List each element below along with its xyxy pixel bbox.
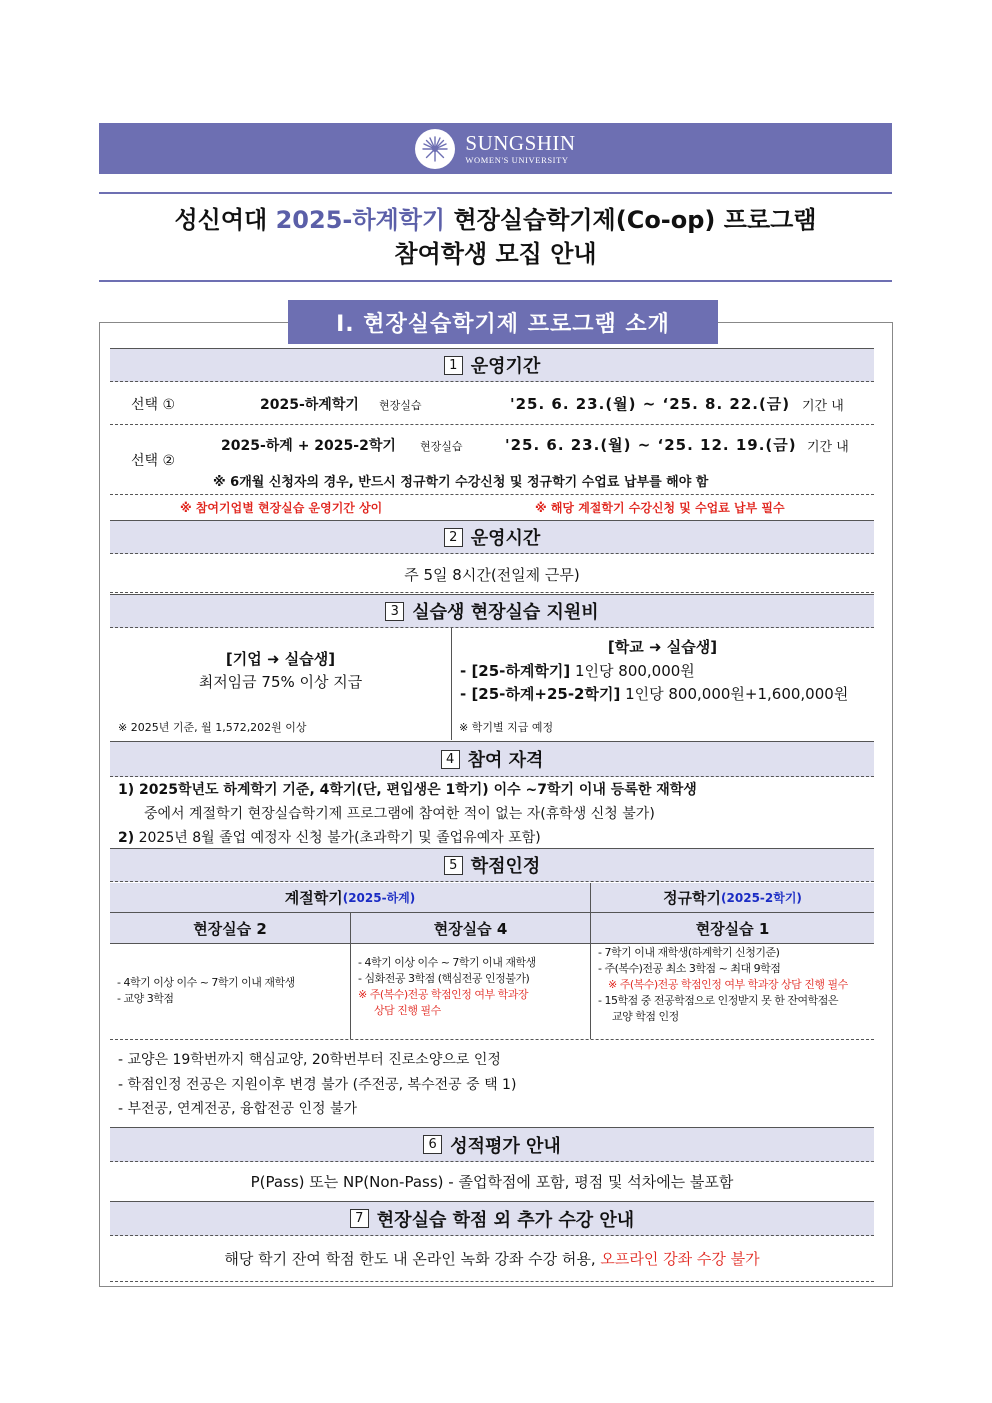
school-support-heading: [학교 ➜ 실습생] [607, 638, 718, 656]
credit-column-1-details [117, 975, 295, 1007]
regular-term: (2025-2학기) [721, 891, 802, 905]
credit-notes [118, 1048, 516, 1122]
policy-restriction: 오프라인 강좌 수강 불가 [600, 1250, 760, 1268]
option-2-suffix: 기간 내 [807, 440, 849, 455]
divider [110, 494, 874, 495]
university-logo-text [465, 130, 576, 165]
detail-warning-line: ※ 주(복수)전공 학점인정 여부 학과장 [358, 988, 529, 1001]
credit-column-3: 현장실습 1 [591, 913, 874, 943]
divider [110, 1281, 874, 1282]
school-support-value-2: 1인당 800,000원+1,600,000원 [620, 685, 849, 703]
section-title: 참여 자격 [467, 750, 544, 771]
grading-policy: P(Pass) 또는 NP(Non-Pass) - 졸업학점에 포함, 평점 및 석차에는 불포함 [250, 1173, 734, 1191]
title-line-1 [99, 203, 892, 237]
section-number: 3 [385, 602, 404, 621]
working-hours: 주 5일 8시간(전일제 근무) [404, 566, 580, 584]
option-1-term: 2025-하계학기 [260, 397, 359, 413]
option-2-kind: 현장실습 [420, 440, 463, 453]
logo-name: SUNGSHIN [465, 130, 576, 155]
section-heading: Ⅰ. 현장실습학기제 프로그램 소개 [288, 300, 718, 344]
divider [110, 943, 874, 944]
document-title [99, 192, 892, 282]
option-1-label: 선택 ① [131, 397, 176, 413]
eligibility-1-number: 1) [118, 782, 135, 798]
title-term: 2025-하계학기 [275, 206, 446, 234]
company-support-heading: [기업 ➜ 실습생] [225, 650, 336, 668]
credit-column-1: 현장실습 2 [110, 913, 350, 943]
option-1-kind: 현장실습 [379, 399, 422, 412]
section-5-header [110, 848, 874, 882]
seasonal-semester-header [110, 883, 590, 912]
option-1-suffix: 기간 내 [802, 399, 844, 414]
section-number: 7 [350, 1209, 369, 1228]
column-divider [350, 913, 351, 1039]
seasonal-label: 계절학기 [284, 889, 343, 907]
option-2-period: '25. 6. 23.(월) ~ ‘25. 12. 19.(금) [505, 436, 797, 454]
detail-line: - 7학기 이내 재학생(하계학기 신청기준) [598, 946, 780, 959]
additional-course-policy [110, 1248, 874, 1269]
section-number: 2 [444, 528, 463, 547]
detail-line: - 심화전공 3학점 (핵심전공 인정불가) [358, 972, 530, 985]
regular-label: 정규학기 [663, 889, 722, 907]
credit-note: - 학점인정 전공은 지원이후 변경 불가 (주전공, 복수전공 중 택 1) [118, 1076, 517, 1093]
title-prefix: 성신여대 [174, 206, 276, 234]
section-title: 성적평가 안내 [450, 1135, 561, 1157]
detail-line: - 4학기 이상 이수 ~ 7학기 이내 재학생 [358, 956, 536, 969]
detail-line: - 4학기 이상 이수 ~ 7학기 이내 재학생 [117, 976, 295, 989]
section-number: 1 [444, 356, 463, 375]
university-banner [99, 123, 892, 174]
detail-line: 교양 학점 인정 [612, 1010, 679, 1023]
eligibility-2 [118, 827, 541, 847]
divider [110, 1039, 874, 1040]
school-support-value-1: 1인당 800,000원 [570, 662, 695, 680]
title-line-2: 참여학생 모집 안내 [394, 240, 597, 268]
school-support-tag-1: - [25-하계학기] [460, 662, 571, 680]
section-title: 운영시간 [470, 528, 541, 549]
section-2-header [110, 520, 874, 554]
option-2-term: 2025-하계 + 2025-2학기 [221, 438, 396, 454]
credit-column-3-details [598, 945, 848, 1025]
logo-subtitle: WOMEN'S UNIVERSITY [465, 154, 569, 165]
detail-warning-line: 상담 진행 필수 [374, 1004, 441, 1017]
school-support-note: ※ 학기별 지급 예정 [459, 721, 554, 734]
credit-note: - 교양은 19학번까지 핵심교양, 20학번부터 진로소양으로 인정 [118, 1052, 501, 1068]
divider [110, 424, 874, 425]
policy-text: 해당 학기 잔여 학점 한도 내 온라인 녹화 강좌 수강 허용, [224, 1250, 601, 1268]
period-warning-1: ※ 참여기업별 현장실습 운영기간 상이 [180, 501, 383, 515]
eligibility-1-text: 2025학년도 하계학기 기준, 4학기(단, 편입생은 1학기) 이수 ~7학기 이내 등록한 재학생 [134, 782, 697, 798]
eligibility-1-continuation: 중에서 계절학기 현장실습학기제 프로그램에 참여한 적이 없는 자(휴학생 신청 불가) [144, 806, 655, 822]
section-3-header [110, 594, 874, 628]
seasonal-term: (2025-하계) [342, 891, 416, 905]
section-number: 6 [423, 1135, 442, 1154]
section-title: 학점인정 [470, 856, 541, 877]
school-support-tag-2: - [25-하계+25-2학기] [460, 685, 621, 703]
detail-line: - 15학점 중 전공학점으로 인정받지 못 한 잔여학점은 [598, 994, 838, 1007]
column-divider [590, 883, 591, 1039]
title-suffix: 현장실습학기제(Co-op) 프로그램 [445, 206, 817, 234]
section-6-header [110, 1127, 874, 1162]
section-1-header [110, 348, 874, 382]
section-number: 4 [441, 750, 460, 769]
option-1-period: '25. 6. 23.(월) ~ ‘25. 8. 22.(금) [510, 395, 791, 413]
detail-line: - 교양 3학점 [117, 992, 174, 1005]
company-support-amount: 최저임금 75% 이상 지급 [198, 673, 363, 691]
credit-column-2-details [358, 955, 536, 1019]
regular-semester-header [591, 883, 874, 912]
company-support-note: ※ 2025년 기준, 월 1,572,202원 이상 [118, 721, 307, 734]
eligibility-2-number: 2) [118, 830, 135, 846]
eligibility-2-text: 2025년 8월 졸업 예정자 신청 불가(초과학기 및 졸업유예자 포함) [134, 830, 541, 846]
detail-warning-line: ※ 주(복수)전공 학점인정 여부 학과장 상담 진행 필수 [608, 978, 848, 991]
section-4-header [110, 741, 874, 777]
section-number: 5 [444, 856, 463, 875]
section-7-header [110, 1201, 874, 1236]
credit-note: - 부전공, 연계전공, 융합전공 인정 불가 [118, 1101, 358, 1117]
section-title: 현장실습 학점 외 추가 수강 안내 [376, 1209, 635, 1231]
school-support-line-2 [460, 683, 848, 704]
credit-column-2: 현장실습 4 [351, 913, 590, 943]
eligibility-1 [118, 779, 697, 799]
option-2-note: ※ 6개월 신청자의 경우, 반드시 정규학기 수강신청 및 정규학기 수업료 납부를 해야 함 [213, 475, 709, 490]
school-support-line-1 [460, 660, 695, 681]
divider [110, 592, 874, 593]
period-warning-2: ※ 해당 계절학기 수강신청 및 수업료 납부 필수 [535, 501, 785, 515]
detail-line: - 주(복수)전공 최소 3학점 ~ 최대 9학점 [598, 962, 781, 975]
section-title: 실습생 현장실습 지원비 [412, 602, 599, 623]
option-2-label: 선택 ② [131, 453, 176, 469]
university-emblem-icon [415, 129, 455, 169]
section-title: 운영기간 [470, 356, 541, 377]
